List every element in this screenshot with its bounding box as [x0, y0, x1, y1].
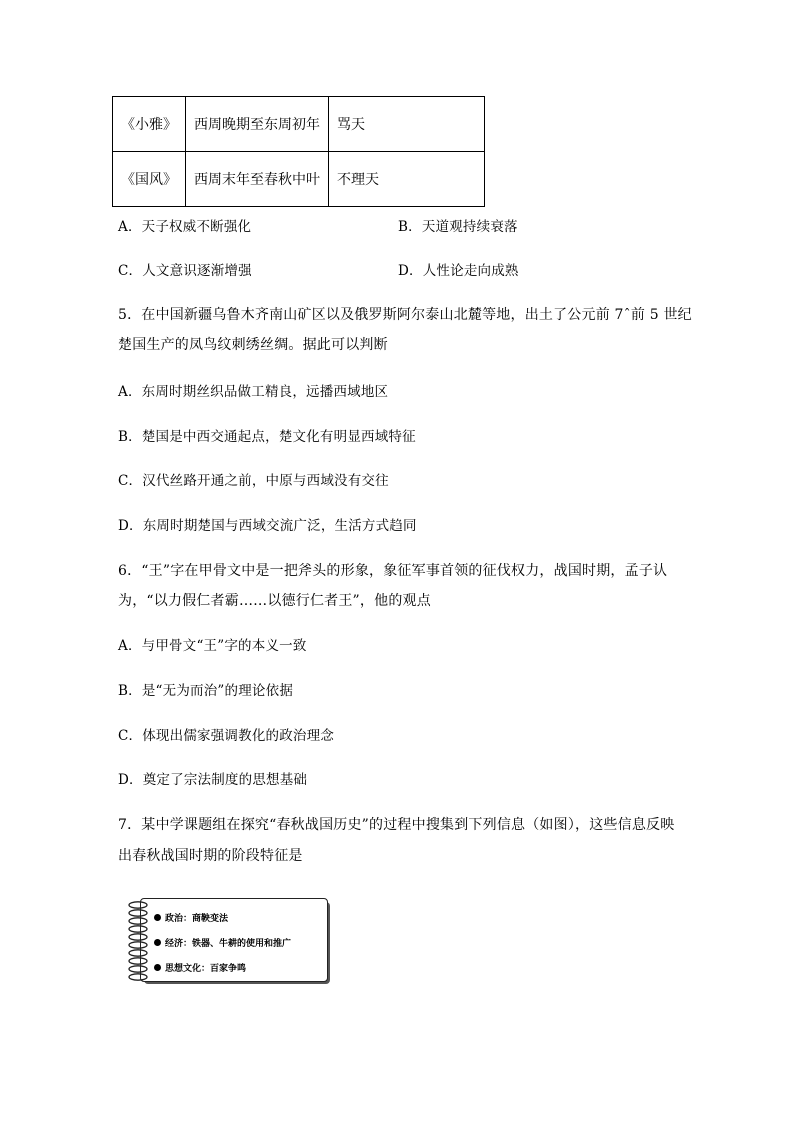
figure-item-label: 思想文化：百家争鸣 [165, 964, 247, 974]
figure-item-economy [154, 936, 291, 949]
table-cell-work: 《小雅》 [113, 97, 186, 152]
q6-option-b: B．是“无为而治”的理论依据 [118, 683, 294, 699]
q6-option-c: C．体现出儒家强调教化的政治理念 [118, 728, 335, 744]
bullet-icon [154, 914, 161, 921]
q6-option-a: A．与甲骨文“王”字的本义一致 [118, 638, 307, 654]
q5-option-a: A．东周时期丝织品做工精良，远播西域地区 [118, 384, 389, 400]
q6-stem-line1: 6．“王”字在甲骨文中是一把斧头的形象，象征军事首领的征伐权力，战国时期，孟子认 [118, 563, 668, 579]
figure-item-culture [154, 961, 246, 974]
bullet-icon [154, 939, 161, 946]
bullet-icon [154, 964, 161, 971]
figure-item-politics [154, 911, 228, 924]
q4-option-d: D．人性论走向成熟 [398, 263, 519, 279]
q5-option-d: D．东周时期楚国与西域交流广泛，生活方式趋同 [118, 518, 417, 534]
table-cell-attitude: 不理天 [329, 152, 485, 207]
figure-item-label: 经济：铁器、牛耕的使用和推广 [165, 939, 292, 949]
q6-option-d: D．奠定了宗法制度的思想基础 [118, 772, 308, 788]
comparison-table [112, 96, 485, 207]
table-cell-period: 西周晚期至东周初年 [186, 97, 329, 152]
table-cell-work: 《国风》 [113, 152, 186, 207]
figure-item-label: 政治：商鞅变法 [165, 914, 229, 924]
spiral-binding-icon [126, 900, 152, 984]
q4-option-a: A．天子权威不断强化 [118, 219, 252, 235]
q7-stem-line1: 7．某中学课题组在探究“春秋战国历史”的过程中搜集到下列信息（如图），这些信息反映 [118, 817, 675, 833]
table-row [113, 97, 485, 152]
q6-stem-line2: 为，“以力假仁者霸……以德行仁者王”，他的观点 [118, 593, 431, 609]
q4-option-c: C．人文意识逐渐增强 [118, 263, 252, 279]
q5-stem-line1: 5．在中国新疆乌鲁木齐南山矿区以及俄罗斯阿尔泰山北麓等地，出土了公元前 7ˆ前 5 世纪 [118, 307, 692, 323]
q5-option-c: C．汉代丝路开通之前，中原与西域没有交往 [118, 473, 389, 489]
q5-option-b: B．楚国是中西交通起点，楚文化有明显西域特征 [118, 429, 416, 445]
table-row [113, 152, 485, 207]
notebook-figure [126, 896, 330, 986]
table-cell-attitude: 骂天 [329, 97, 485, 152]
table-cell-period: 西周末年至春秋中叶 [186, 152, 329, 207]
q4-option-b: B．天道观持续衰落 [398, 219, 518, 235]
q7-stem-line2: 出春秋战国时期的阶段特征是 [118, 848, 303, 864]
q5-stem-line2: 楚国生产的凤鸟纹刺绣丝绸。据此可以判断 [118, 337, 388, 353]
